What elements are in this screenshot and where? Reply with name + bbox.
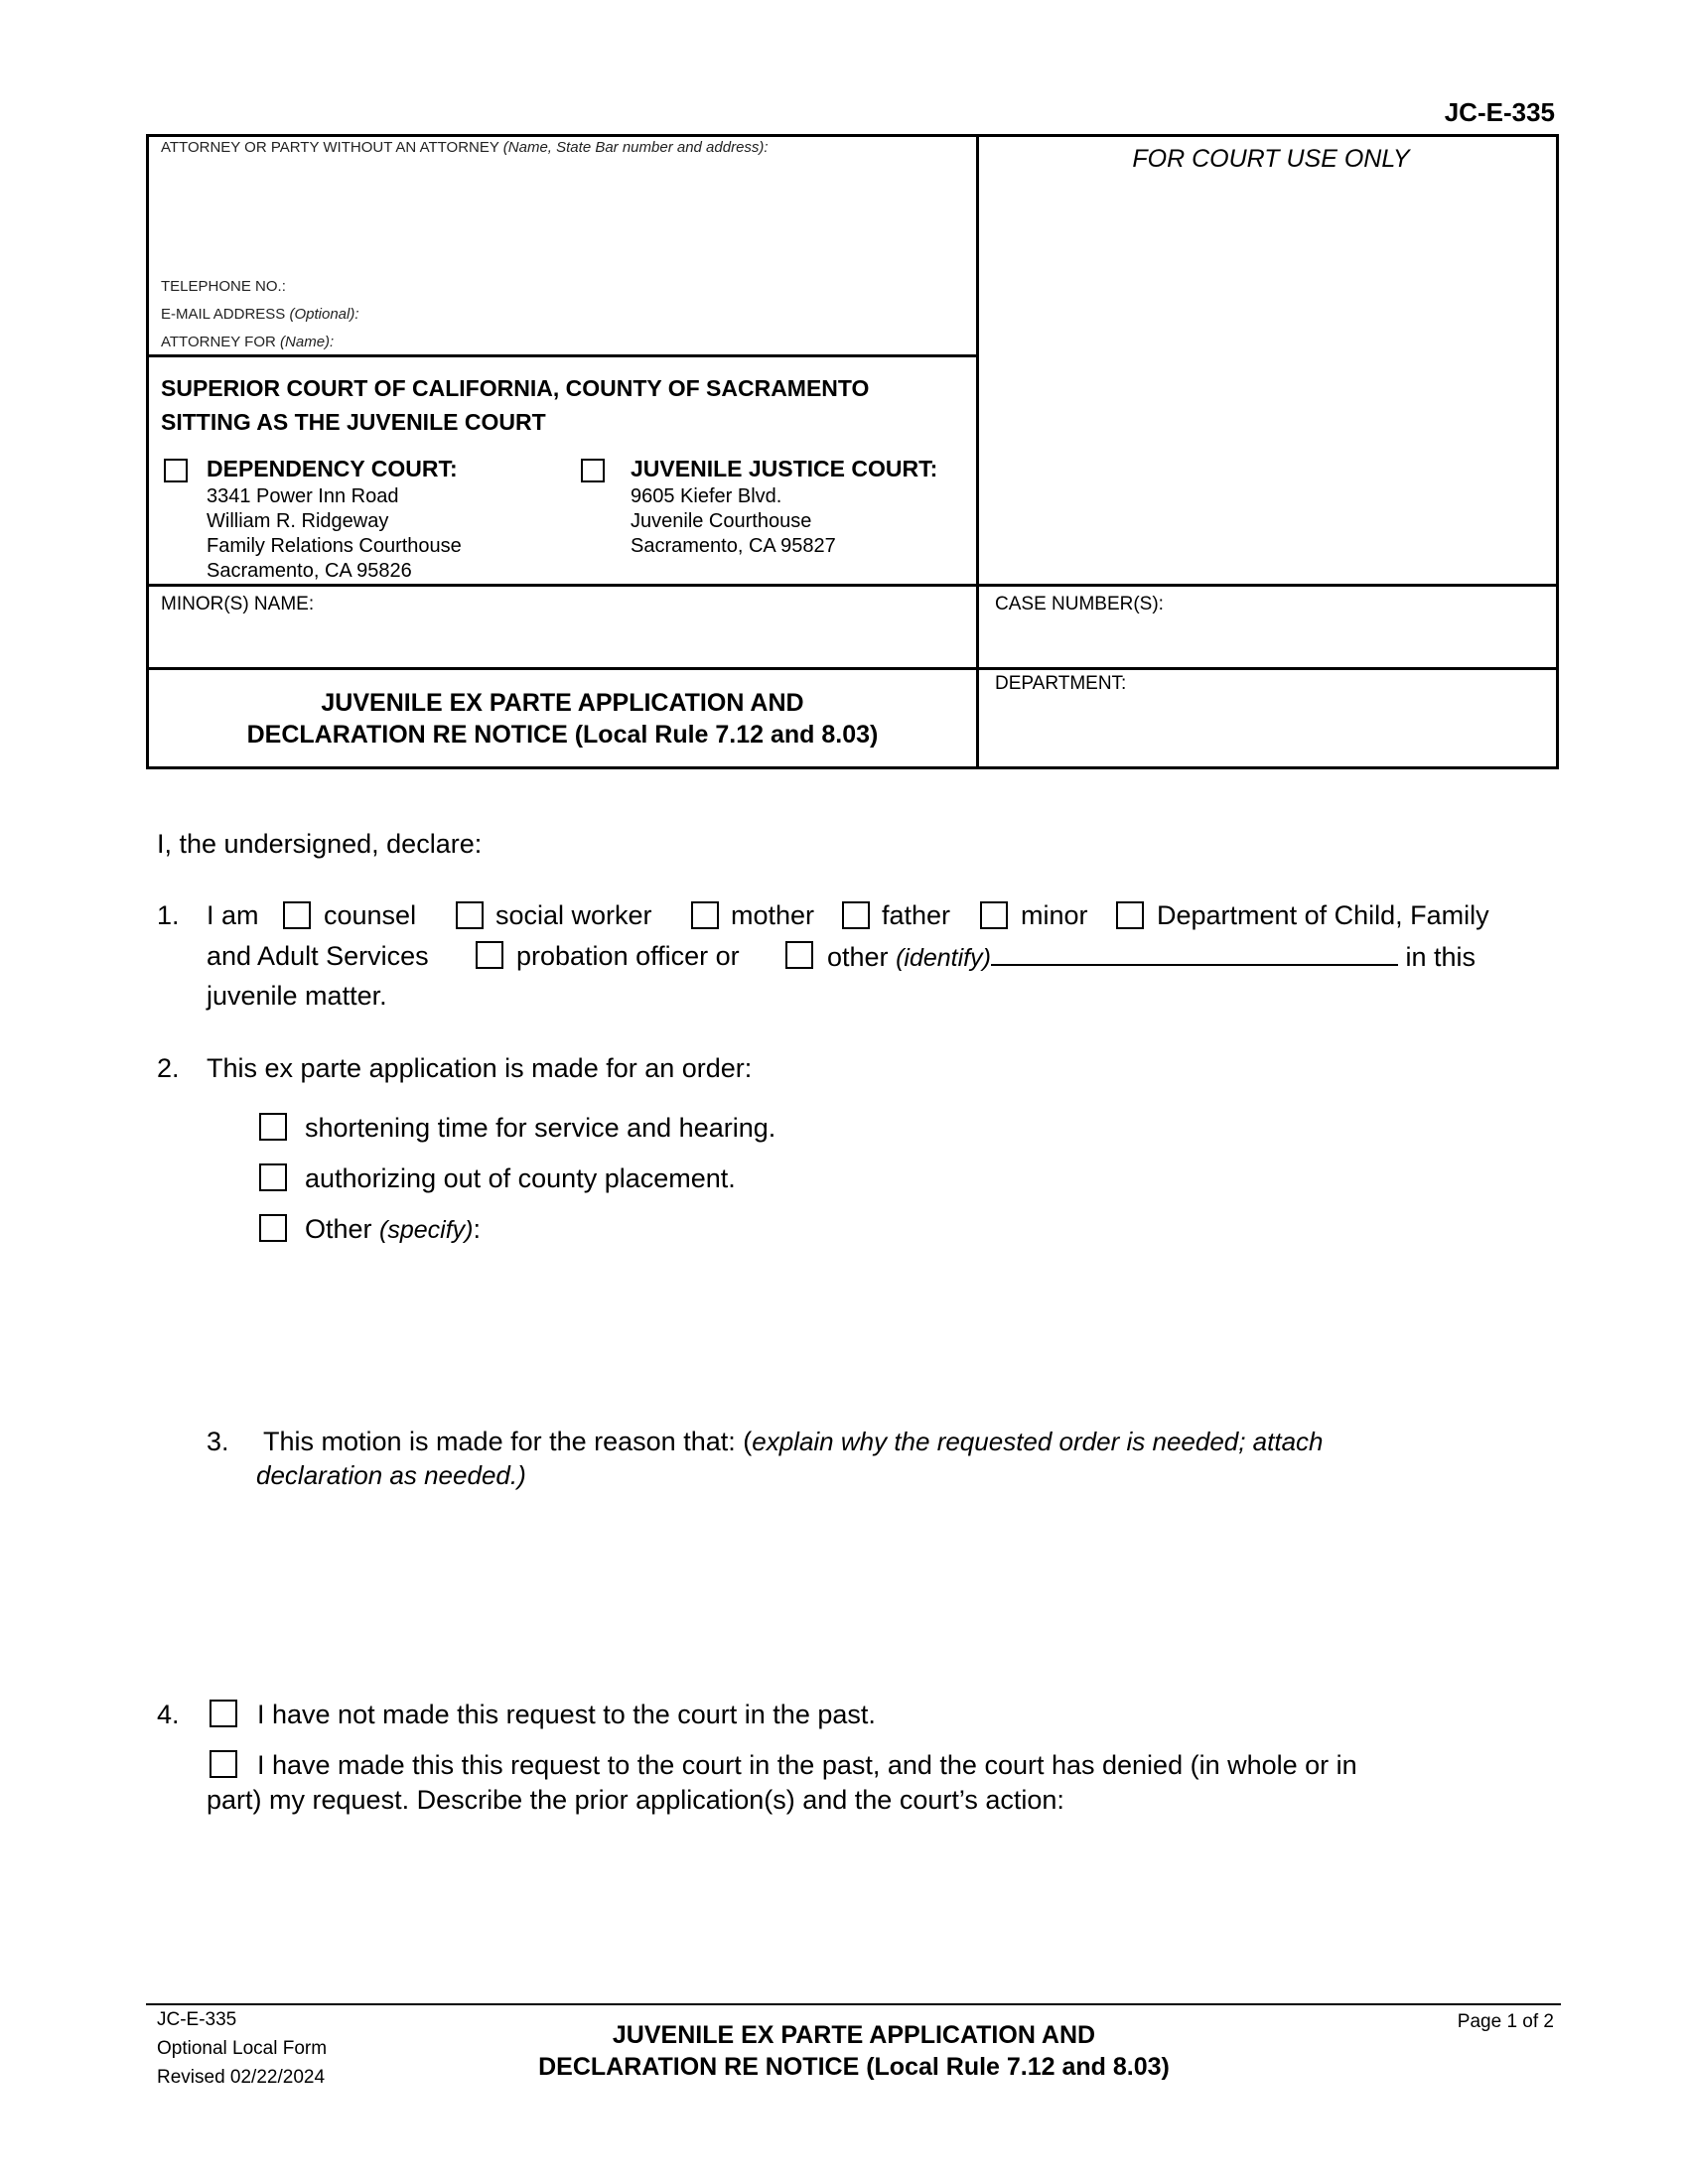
item1-i-am: I am <box>207 900 259 930</box>
item1-number: 1. <box>157 900 180 930</box>
caption-box <box>146 134 1559 769</box>
father-checkbox[interactable] <box>842 901 870 929</box>
not-made-request-checkbox[interactable] <box>210 1700 237 1727</box>
mother-checkbox[interactable] <box>691 901 719 929</box>
item4-number: 4. <box>157 1700 180 1729</box>
made-request-label-line2: part) my request. Describe the prior application(s) and the court’s action: <box>207 1785 1064 1815</box>
made-request-label: I have made this this request to the court in the past, and the court has denied (in whole or in <box>257 1750 1357 1780</box>
caption-divider-vertical <box>976 134 979 769</box>
juvenile-justice-court-title: JUVENILE JUSTICE COURT: <box>631 456 938 481</box>
form-number: JC-E-335 <box>1444 97 1555 127</box>
email-label: E-MAIL ADDRESS (Optional): <box>161 306 359 323</box>
caption-form-title: JUVENILE EX PARTE APPLICATION AND DECLARATION RE NOTICE (Local Rule 7.12 and 8.03) <box>246 689 879 749</box>
other-order-checkbox[interactable] <box>259 1214 287 1242</box>
caption-divider-minor <box>146 667 1559 670</box>
shortening-time-label: shortening time for service and hearing. <box>305 1113 776 1143</box>
caption-divider-court <box>146 584 1559 587</box>
item2-text: This ex parte application is made for an order: <box>207 1053 753 1083</box>
other-role-checkbox[interactable] <box>785 941 813 969</box>
minor-checkbox[interactable] <box>980 901 1008 929</box>
out-of-county-checkbox[interactable] <box>259 1163 287 1191</box>
counsel-label: counsel <box>324 900 417 930</box>
dependency-court-checkbox[interactable] <box>164 459 188 482</box>
caption-divider-attorney <box>146 354 978 357</box>
not-made-request-label: I have not made this request to the court in the past. <box>257 1700 876 1729</box>
declaration-intro: I, the undersigned, declare: <box>157 829 483 859</box>
dependency-court-title: DEPENDENCY COURT: <box>207 456 458 481</box>
counsel-checkbox[interactable] <box>283 901 311 929</box>
probation-officer-label: probation officer or <box>516 941 740 971</box>
telephone-label: TELEPHONE NO.: <box>161 278 286 295</box>
dcfas-label-cont: and Adult Services <box>207 941 429 971</box>
juvenile-justice-court-address: 9605 Kiefer Blvd. Juvenile Courthouse Sacramento, CA 95827 <box>631 485 836 557</box>
mother-label: mother <box>731 900 815 930</box>
footer-page-number: Page 1 of 2 <box>1457 2011 1554 2032</box>
court-name: SUPERIOR COURT OF CALIFORNIA, COUNTY OF SACRAMENTO SITTING AS THE JUVENILE COURT <box>161 375 870 435</box>
dcfas-checkbox[interactable] <box>1116 901 1144 929</box>
minor-label: minor <box>1021 900 1088 930</box>
out-of-county-label: authorizing out of county placement. <box>305 1163 736 1193</box>
item3-number: 3. <box>207 1427 229 1456</box>
father-label: father <box>882 900 951 930</box>
case-number-label: CASE NUMBER(S): <box>995 594 1164 614</box>
court-use-label: FOR COURT USE ONLY <box>1132 145 1410 173</box>
made-request-checkbox[interactable] <box>210 1750 237 1778</box>
department-label: DEPARTMENT: <box>995 673 1127 694</box>
social-worker-checkbox[interactable] <box>456 901 484 929</box>
item3-text: This motion is made for the reason that: (explain why the requested order is needed; attach <box>263 1427 1324 1456</box>
footer-form-title: JUVENILE EX PARTE APPLICATION AND DECLARATION RE NOTICE (Local Rule 7.12 and 8.03) <box>538 2021 1170 2081</box>
item3-text-line2: declaration as needed.) <box>256 1460 526 1490</box>
minor-name-label: MINOR(S) NAME: <box>161 594 315 614</box>
item1-line3: juvenile matter. <box>207 981 387 1011</box>
probation-officer-checkbox[interactable] <box>476 941 503 969</box>
other-role-input[interactable] <box>991 936 1398 966</box>
footer-rule <box>146 2003 1561 2005</box>
footer-form-info: JC-E-335 Optional Local Form Revised 02/22/2024 <box>157 2009 328 2088</box>
dependency-court-address: 3341 Power Inn Road William R. Ridgeway Family Relations Courthouse Sacramento, CA 95826 <box>207 485 462 582</box>
item2-number: 2. <box>157 1053 180 1083</box>
shortening-time-checkbox[interactable] <box>259 1113 287 1141</box>
juvenile-justice-court-checkbox[interactable] <box>581 459 605 482</box>
dcfas-label: Department of Child, Family <box>1157 900 1489 930</box>
other-role-label: other (identify) in this <box>827 936 1476 978</box>
other-order-label: Other (specify): <box>305 1214 482 1244</box>
attorney-for-label: ATTORNEY FOR (Name): <box>161 334 335 350</box>
social-worker-label: social worker <box>495 900 652 930</box>
attorney-label: ATTORNEY OR PARTY WITHOUT AN ATTORNEY (Name, State Bar number and address): <box>161 139 769 156</box>
